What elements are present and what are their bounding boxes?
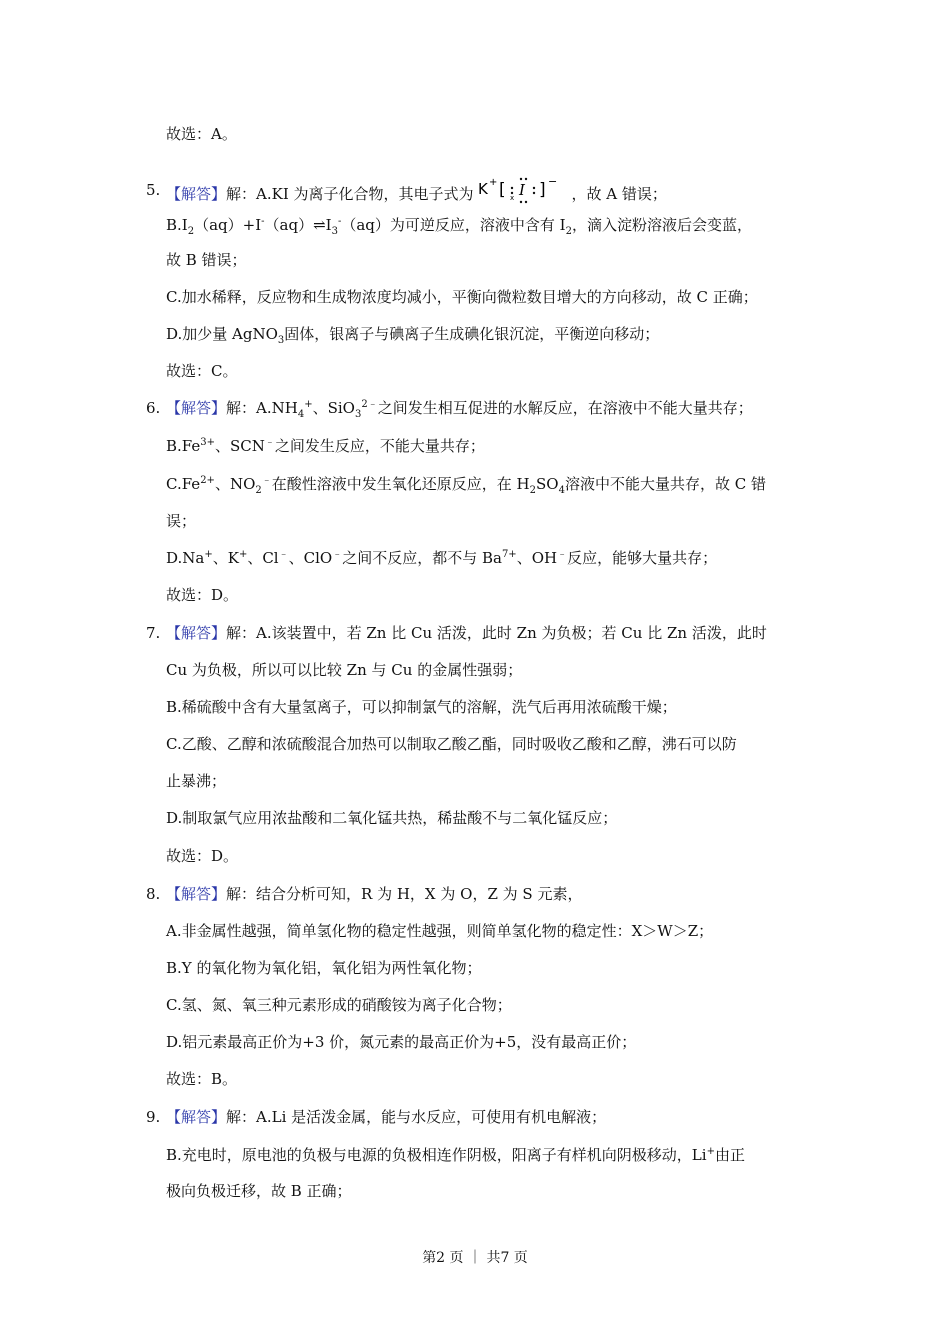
q6-number: 6. xyxy=(146,399,161,417)
q8-answer: 故选：B。 xyxy=(166,1070,238,1088)
eds-kplus: + xyxy=(488,177,497,188)
q7-line1: 【解答】解：A.该装置中，若 Zn 比 Cu 活泼，此时 Zn 为负极；若 Cu 比 Zn 活泼，此时 xyxy=(166,624,767,642)
q6-line1: 【解答】解：$A.NH_4^+$、SiO$_3^{2﹣}$之间发生相互促进的水解反应，在溶液中不能大量共存； xyxy=(166,399,753,420)
q7-line3: B.稀硫酸中含有大量氢离子，可以抑制氯气的溶解，洗气后再用浓硫酸干燥； xyxy=(166,698,677,716)
svg-text:x: x xyxy=(509,194,514,202)
electron-dot-formula xyxy=(477,175,568,210)
q9-line2: B.充电时，原电池的负极与电源的负极相连作阴极，阳离子有样机向阴极移动，Li+由正 xyxy=(166,1146,745,1164)
page-footer: 第2 页 ｜ 共7 页 xyxy=(422,1250,528,1266)
q8-tag: 【解答】 xyxy=(166,885,227,903)
eds-k: K xyxy=(477,180,488,198)
eds-rbracket: ] xyxy=(538,180,546,200)
q7-line2: Cu 为负极，所以可以比较 Zn 与 Cu 的金属性强弱； xyxy=(166,661,523,679)
q8-number: 8. xyxy=(146,885,161,903)
q5-line2: $B.I_2(aq)+I^-(aq)\rightleftharpoons I_3^-(aq)$为可逆反应，溶液中含有 $I_2$，滴入淀粉溶液后会变蓝， xyxy=(166,216,752,237)
q7-number: 7. xyxy=(146,624,161,642)
q6-tag: 【解答】 xyxy=(166,399,227,417)
eds-lbracket: [ xyxy=(498,180,506,200)
q6-line2: $B.Fe^{3+}$、SCN﹣之间发生反应，不能大量共存； xyxy=(166,437,485,455)
q7-line5: 止暴沸； xyxy=(166,772,227,790)
q7-line6: D.制取氯气应用浓盐酸和二氧化锰共热，稀盐酸不与二氧化锰反应； xyxy=(166,809,618,827)
q6-line4: 误； xyxy=(166,512,197,530)
q8-line5: D.铝元素最高正价为+3 价，氮元素的最高正价为+5，没有最高正价； xyxy=(166,1033,637,1051)
q8-line1: 【解答】解：结合分析可知，R 为 H，X 为 O，Z 为 S 元素， xyxy=(166,885,583,903)
q5-line5: D.加少量 AgNO$_3$固体，银离子与碘离子生成碘化银沉淀，平衡逆向移动； xyxy=(166,325,660,346)
q5-answer: 故选：C。 xyxy=(166,362,238,380)
eds-i: I xyxy=(518,181,525,199)
q5-line4: C.加水稀释，反应物和生成物浓度均减小，平衡向微粒数目增大的方向移动，故 C 正确； xyxy=(166,288,758,306)
q6-line5: D.Na+、K+、Cl﹣、ClO﹣之间不反应，都不与 $Ba^{7+}$、OH﹣反应，能够大量共存； xyxy=(166,549,718,567)
q7-line4: C.乙酸、乙醇和浓硫酸混合加热可以制取乙酸乙酯，同时吸收乙酸和乙醇，沸石可以防 xyxy=(166,735,737,753)
q6-line3: $C.Fe^{2+}$、$NO_2^﹣$在酸性溶液中发生氧化还原反应，在 $H_2SO_4$溶液中不能大量共存，故 C 错 xyxy=(166,475,766,496)
q5-line3: 故 B 错误； xyxy=(166,251,247,269)
q7-answer: 故选：D。 xyxy=(166,847,239,865)
q5-tag: 【解答】 xyxy=(166,185,227,203)
q9-number: 9. xyxy=(146,1108,161,1126)
q9-tag: 【解答】 xyxy=(166,1108,227,1126)
q9-line1: 【解答】解：A.Li 是活泼金属，能与水反应，可使用有机电解液； xyxy=(166,1108,607,1126)
q7-tag: 【解答】 xyxy=(166,624,227,642)
q8-line4: C.氢、氮、氧三种元素形成的硝酸铵为离子化合物； xyxy=(166,996,512,1014)
q4-answer: 故选：A。 xyxy=(166,125,237,143)
q6-answer: 故选：D。 xyxy=(166,586,239,604)
q9-line3: 极向负极迁移，故 B 正确； xyxy=(166,1182,352,1200)
q8-line3: B.Y 的氧化物为氧化铝，氧化铝为两性氧化物； xyxy=(166,959,482,977)
q5-line1: 【解答】解：A.KI 为离子化合物，其电子式为 K + [ x I ] − ，故 A 错误； xyxy=(166,180,667,210)
q8-line2: A.非金属性越强，简单氢化物的稳定性越强，则简单氢化物的稳定性：X＞W＞Z； xyxy=(166,922,714,940)
eds-minus: − xyxy=(547,175,557,188)
q5-number: 5. xyxy=(146,181,161,199)
